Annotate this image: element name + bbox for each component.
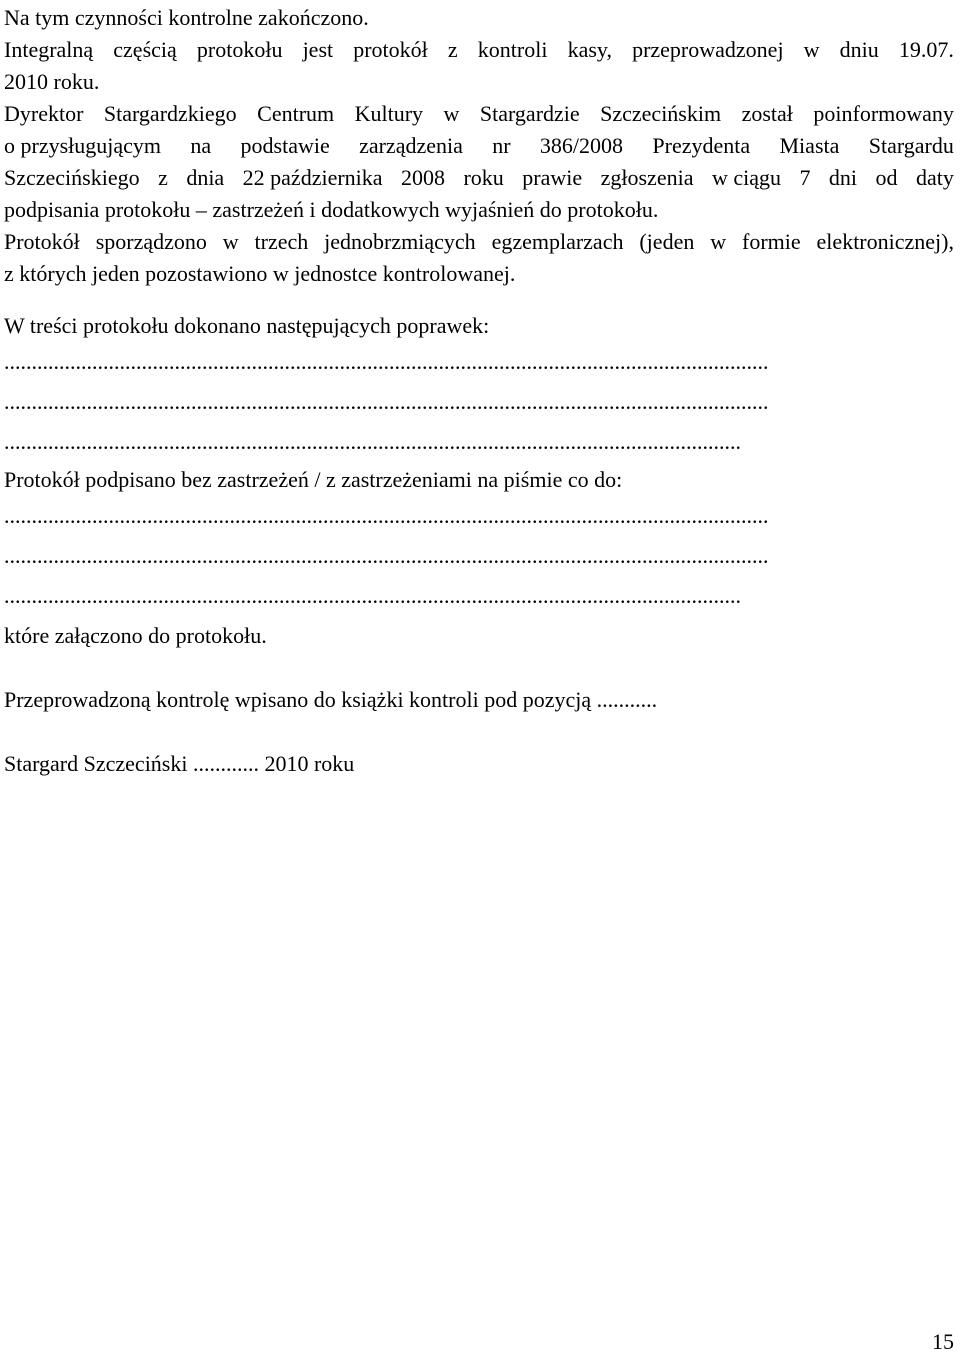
closing-sentence: Na tym czynności kontrolne zakończono. [4, 5, 369, 30]
word: poinformowany [813, 101, 954, 126]
corrections-heading: W treści protokołu dokonano następujących poprawek: [4, 313, 490, 338]
page-number: 15 [932, 1329, 954, 1354]
word: formie [742, 229, 801, 254]
signed-dotted-line-3: ...................................................................................................................................... [4, 583, 741, 608]
word: dniu [839, 37, 879, 62]
word: Centrum [257, 101, 335, 126]
paragraph-director-line-1 [4, 98, 954, 130]
word: Szczecińskiego [4, 165, 140, 190]
word: elektronicznej), [816, 229, 954, 254]
word: Integralną [4, 37, 94, 62]
word: o przysługującym [4, 133, 162, 158]
paragraph-copies-line-1 [4, 226, 954, 258]
word: Kultury [354, 101, 424, 126]
paragraph-director-line-3 [4, 162, 954, 194]
word: Prezydenta [652, 133, 751, 158]
word: 7 [799, 165, 811, 190]
attached-line: które załączono do protokołu. [4, 623, 267, 648]
word: Miasta [779, 133, 840, 158]
word: Dyrektor [4, 101, 84, 126]
word: dnia [186, 165, 225, 190]
word: protokołu [196, 37, 283, 62]
word: przeprowadzonej [632, 37, 784, 62]
paragraph-cash-audit-line-1 [4, 34, 954, 66]
word: zgłoszenia [600, 165, 694, 190]
word: roku [463, 165, 504, 190]
word: Stargardu [868, 133, 954, 158]
word: podstawie [240, 133, 330, 158]
word: protokół [353, 37, 428, 62]
word: prawie [522, 165, 583, 190]
word: w [803, 37, 820, 62]
word: kontroli [477, 37, 548, 62]
signed-heading: Protokół podpisano bez zastrzeżeń / z zastrzeżeniami na piśmie co do: [4, 467, 623, 492]
word: na [190, 133, 212, 158]
word: daty [915, 165, 954, 190]
word: 2008 [401, 165, 446, 190]
paragraph-cash-audit-line-2: 2010 roku. [4, 69, 100, 94]
corrections-dotted-line-2: ........................................................................................................................................... [4, 389, 769, 414]
word: od [875, 165, 898, 190]
document-page [4, 2, 954, 780]
corrections-dotted-line-1: ........................................................................................................................................... [4, 349, 769, 374]
word: sporządzono [95, 229, 207, 254]
word: został [741, 101, 793, 126]
word: kasy, [567, 37, 612, 62]
word: 19.07. [898, 37, 954, 62]
word: z [447, 37, 458, 62]
place-date-line: Stargard Szczeciński ............ 2010 roku [4, 751, 355, 776]
word: w [710, 229, 727, 254]
word: w ciągu [711, 165, 781, 190]
word: w [222, 229, 239, 254]
word: dni [828, 165, 858, 190]
word: jest [302, 37, 334, 62]
word: Protokół [4, 229, 80, 254]
signed-dotted-line-2: ........................................................................................................................................... [4, 543, 769, 568]
registry-line: Przeprowadzoną kontrolę wpisano do książki kontroli pod pozycją ........... [4, 687, 658, 712]
word: w [443, 101, 460, 126]
word: jednobrzmiących [324, 229, 476, 254]
paragraph-director-line-4: podpisania protokołu – zastrzeżeń i dodatkowych wyjaśnień do protokołu. [4, 197, 659, 222]
word: zarządzenia [359, 133, 463, 158]
word: trzech [254, 229, 309, 254]
paragraph-director-line-2 [4, 130, 954, 162]
word: 22 października [242, 165, 383, 190]
word: Szczecińskim [600, 101, 722, 126]
word: egzemplarzach [491, 229, 624, 254]
word: częścią [113, 37, 177, 62]
word: z [158, 165, 168, 190]
corrections-dotted-line-3: ...................................................................................................................................... [4, 429, 741, 454]
paragraph-copies-line-2: z których jeden pozostawiono w jednostce kontrolowanej. [4, 261, 516, 286]
word: (jeden [639, 229, 695, 254]
word: Stargardzie [479, 101, 580, 126]
word: Stargardzkiego [103, 101, 237, 126]
signed-dotted-line-1: ........................................................................................................................................... [4, 503, 769, 528]
word: nr [492, 133, 511, 158]
word: 386/2008 [539, 133, 624, 158]
